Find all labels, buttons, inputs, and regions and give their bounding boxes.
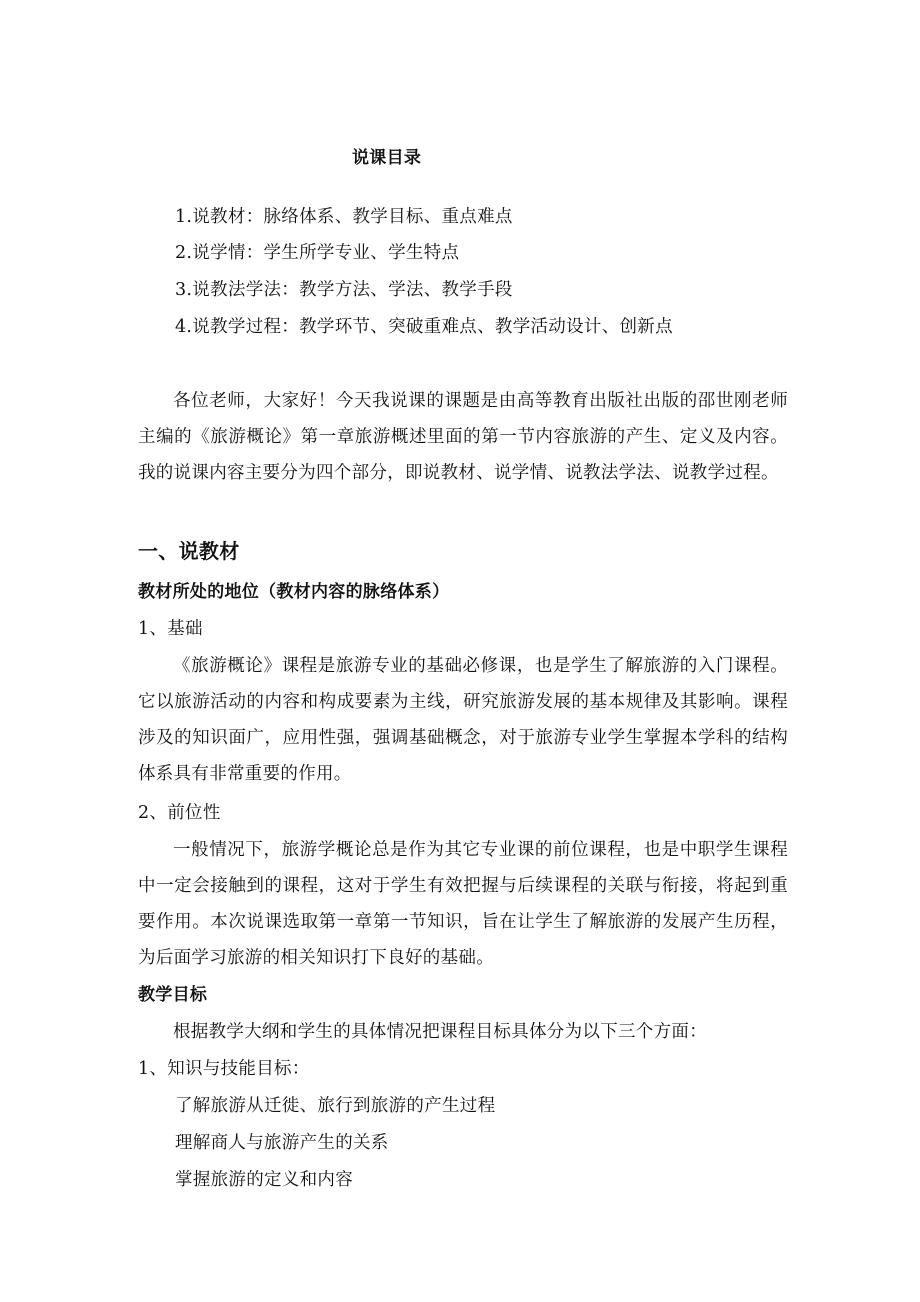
goal-label: 1、知识与技能目标： [138, 1059, 310, 1079]
item-label: 1、基础 [138, 619, 203, 639]
goals-heading: 教学目标 [138, 985, 208, 1005]
goal-item: 理解商人与旅游产生的关系 [175, 1133, 389, 1153]
toc-item-3: 3.说教法学法：教学方法、学法、教学手段 [175, 280, 513, 300]
toc-item-1: 1.说教材：脉络体系、教学目标、重点难点 [175, 207, 513, 227]
toc-item-2: 2.说学情：学生所学专业、学生特点 [175, 243, 460, 263]
subsection-heading: 教材所处的地位（教材内容的脉络体系） [138, 582, 450, 602]
intro-paragraph: 各位老师，大家好！今天我说课的课题是由高等教育出版社出版的邵世刚老师主编的《旅游概论》第一章旅游概述里面的第一节内容旅游的产生、定义及内容。我的说课内容主要分为四个部分，即说教材、说学情、说教法学法、说教学过程。 [138, 391, 788, 483]
goal-item: 了解旅游从迁徙、旅行到旅游的产生过程 [175, 1096, 496, 1116]
goal-item: 掌握旅游的定义和内容 [175, 1170, 353, 1190]
item-paragraph: 一般情况下，旅游学概论总是作为其它专业课的前位课程，也是中职学生课程中一定会接触到的课程，这对于学生有效把握与后续课程的关联与衔接，将起到重要作用。本次说课选取第一章第一节知识，旨在让学生了解旅游的发展产生历程，为后面学习旅游的相关知识打下良好的基础。 [138, 840, 788, 968]
goals-intro: 根据教学大纲和学生的具体情况把课程目标具体分为以下三个方面： [173, 1022, 707, 1042]
item-label: 2、前位性 [138, 803, 221, 823]
toc-item-4: 4.说教学过程：教学环节、突破重难点、教学活动设计、创新点 [175, 317, 673, 337]
section-heading: 一、说教材 [138, 539, 240, 563]
page-title: 说课目录 [352, 148, 422, 168]
item-paragraph: 《旅游概论》课程是旅游专业的基础必修课，也是学生了解旅游的入门课程。它以旅游活动的内容和构成要素为主线，研究旅游发展的基本规律及其影响。课程涉及的知识面广，应用性强，强调基础概念，对于旅游专业学生掌握本学科的结构体系具有非常重要的作用。 [138, 656, 788, 784]
